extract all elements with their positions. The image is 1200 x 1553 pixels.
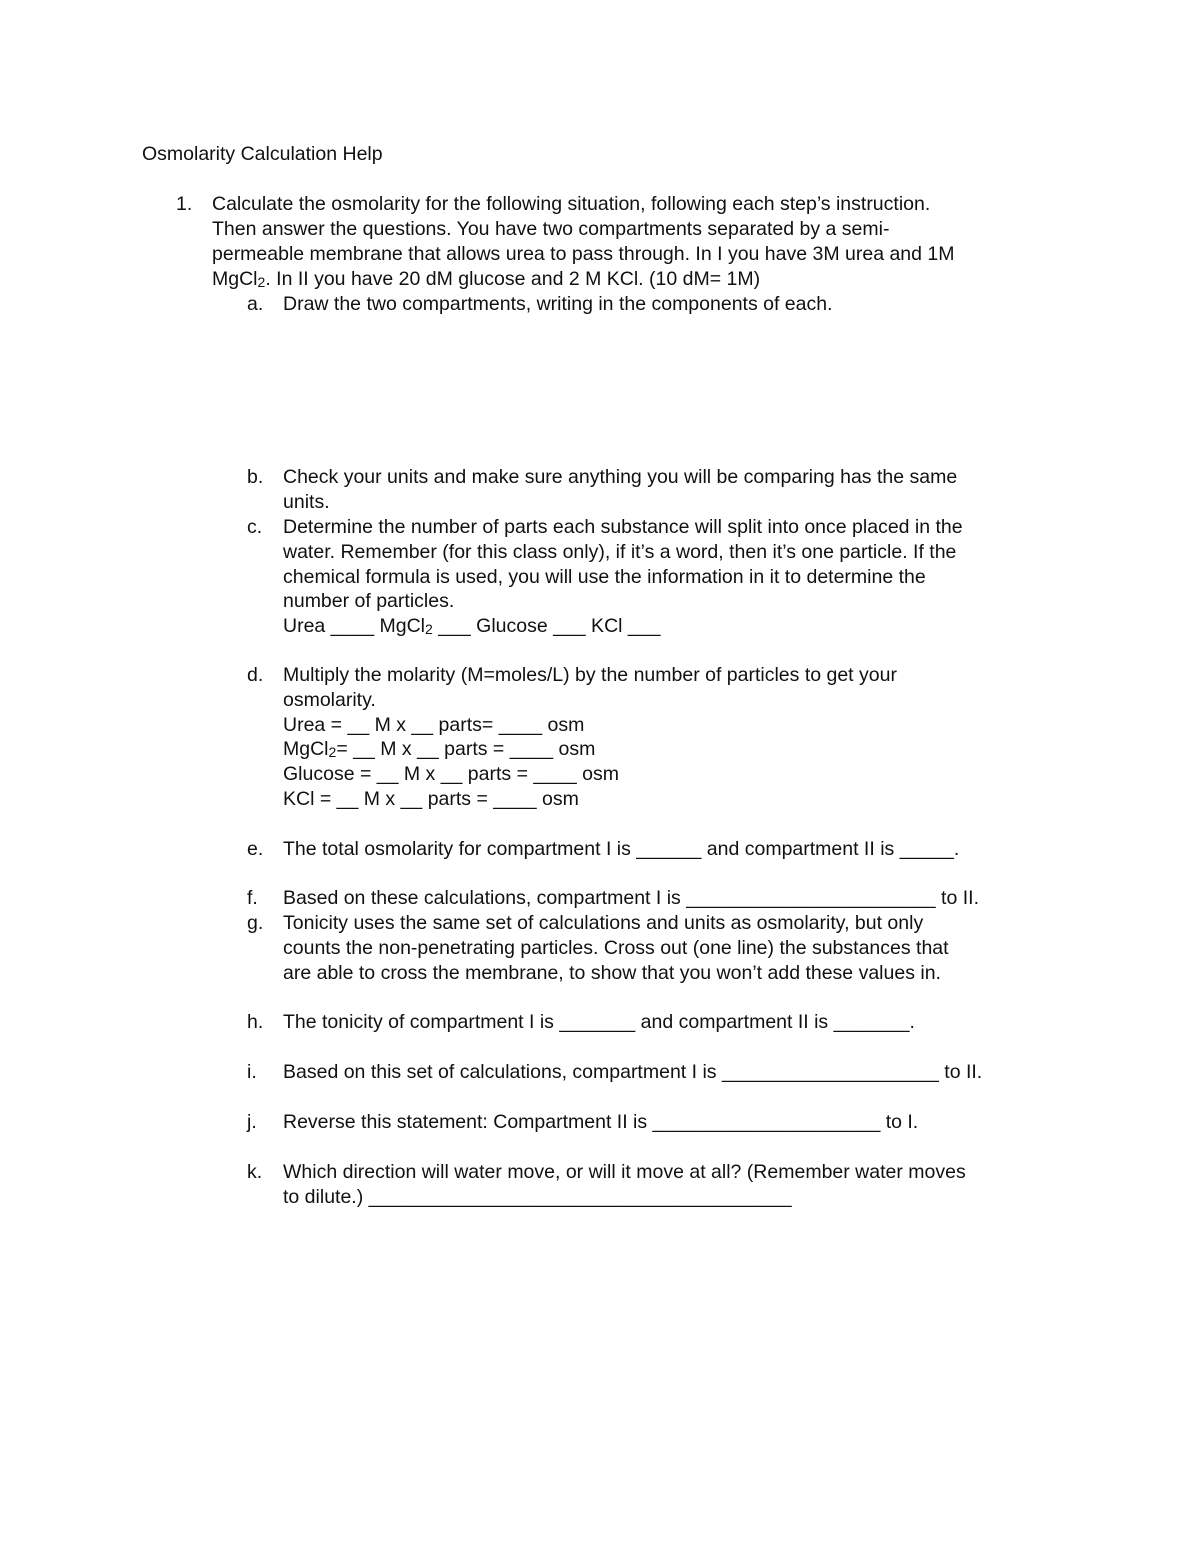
step-e-text: The total osmolarity for compartment I is ______ and compartment II is _____. [283, 838, 960, 860]
step-line: chemical formula is used, you will use the information in it to determine the [283, 565, 926, 588]
formula-text: MgCl [212, 268, 258, 290]
urea-calc: Urea = __ M x __ parts= ____ osm [283, 713, 585, 736]
step-h-text: The tonicity of compartment I is _______ and compartment II is _______. [283, 1011, 915, 1033]
step-letter-b: b. [247, 466, 264, 488]
step-letter-f: f. [247, 887, 258, 909]
step-line: to dilute.) _______________________________________ [283, 1185, 792, 1208]
question-number: 1. [176, 193, 193, 215]
step-line: Check your units and make sure anything you will be comparing has the same [283, 466, 958, 488]
step-letter-k: k. [247, 1161, 263, 1183]
kcl-calc: KCl = __ M x __ parts = ____ osm [283, 787, 579, 810]
step-line: number of particles. [283, 590, 455, 613]
step-line: water. Remember (for this class only), if it’s a word, then it’s one particle. If the [283, 540, 957, 563]
step-line: osmolarity. [283, 688, 376, 711]
step-line: units. [283, 490, 330, 513]
step-line: Multiply the molarity (M=moles/L) by the number of particles to get your [283, 664, 897, 686]
prompt-line [212, 267, 955, 292]
step-g-text [283, 911, 949, 985]
subscript: 2 [257, 274, 266, 290]
step-j-text: Reverse this statement: Compartment II is _____________________ to I. [283, 1111, 919, 1133]
step-letter-e: e. [247, 838, 264, 860]
step-c-text [283, 515, 963, 639]
mgcl2-calc [283, 737, 897, 762]
step-k-text [283, 1160, 966, 1210]
step-line: Tonicity uses the same set of calculations and units as osmolarity, but only [283, 912, 924, 934]
step-d-text [283, 663, 897, 812]
step-line: Determine the number of parts each substance will split into once placed in the [283, 516, 963, 538]
step-letter-c: c. [247, 516, 263, 538]
prompt-line: Calculate the osmolarity for the following situation, following each step’s instruction. [212, 193, 931, 215]
step-b-text [283, 465, 957, 515]
blank-text: Urea ____ MgCl [283, 615, 425, 638]
particle-blanks [283, 614, 963, 639]
question-prompt [212, 192, 955, 292]
subscript: 2 [424, 621, 433, 638]
step-f-text: Based on these calculations, compartment I is _______________________ to II. [283, 887, 979, 909]
formula-text: MgCl [283, 738, 329, 761]
subscript: 2 [328, 744, 337, 761]
glucose-calc: Glucose = __ M x __ parts = ____ osm [283, 763, 620, 786]
step-letter-j: j. [247, 1111, 257, 1133]
prompt-text: . In II you have 20 dM glucose and 2 M KCl. (10 dM= 1M) [265, 268, 761, 290]
page-title: Osmolarity Calculation Help [142, 143, 383, 165]
step-letter-g: g. [247, 912, 264, 934]
prompt-line: permeable membrane that allows urea to pass through. In I you have 3M urea and 1M [212, 243, 955, 265]
step-letter-a: a. [247, 293, 264, 315]
step-line: Which direction will water move, or will it move at all? (Remember water moves [283, 1161, 966, 1183]
step-letter-h: h. [247, 1011, 264, 1033]
blank-text: ___ Glucose ___ KCl ___ [432, 615, 661, 638]
step-a-text: Draw the two compartments, writing in the components of each. [283, 293, 833, 315]
prompt-line: Then answer the questions. You have two compartments separated by a semi- [212, 218, 890, 240]
calc-text: = __ M x __ parts = ____ osm [336, 738, 596, 761]
step-letter-i: i. [247, 1061, 257, 1083]
step-line: counts the non-penetrating particles. Cross out (one line) the substances that [283, 936, 949, 959]
step-letter-d: d. [247, 664, 264, 686]
step-line: are able to cross the membrane, to show that you won’t add these values in. [283, 961, 941, 984]
step-i-text: Based on this set of calculations, compartment I is ____________________ to II. [283, 1061, 983, 1083]
